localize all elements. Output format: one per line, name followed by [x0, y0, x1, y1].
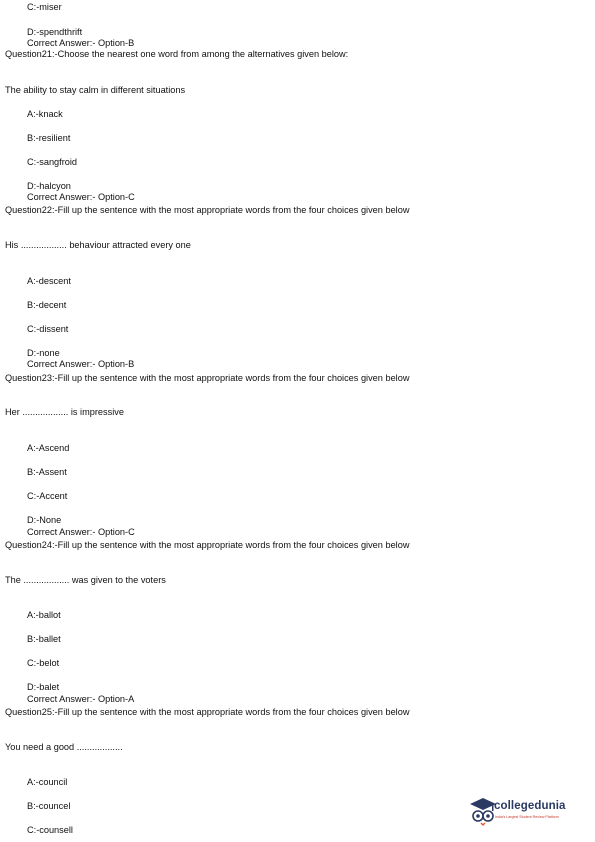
q22-option-b: B:-decent: [27, 300, 67, 310]
correct-answer-q23: Correct Answer:- Option-C: [27, 527, 135, 537]
logo-wordmark: collegedunia: [494, 800, 566, 812]
q22-option-c: C:-dissent: [27, 324, 69, 334]
q21-option-d: D:-halcyon: [27, 181, 71, 191]
question-23-stem: Her .................. is impressive: [5, 407, 124, 417]
q25-option-b: B:-councel: [27, 801, 71, 811]
q24-option-c: C:-belot: [27, 658, 60, 668]
question-22: Question22:-Fill up the sentence with the most appropriate words from the four choices given below: [5, 205, 410, 215]
correct-answer-q20: Correct Answer:- Option-B: [27, 38, 135, 48]
correct-answer-q22: Correct Answer:- Option-B: [27, 359, 135, 369]
q22-option-d: D:-none: [27, 348, 60, 358]
correct-answer-q21: Correct Answer:- Option-C: [27, 192, 135, 202]
q23-option-d: D:-None: [27, 515, 62, 525]
q24-option-d: D:-balet: [27, 682, 60, 692]
question-21-stem: The ability to stay calm in different situations: [5, 85, 186, 95]
option-d-spendthrift: D:-spendthrift: [27, 27, 83, 37]
q22-option-a: A:-descent: [27, 276, 71, 286]
correct-answer-q24: Correct Answer:- Option-A: [27, 694, 135, 704]
question-25: Question25:-Fill up the sentence with the most appropriate words from the four choices given below: [5, 707, 410, 717]
q21-option-b: B:-resilient: [27, 133, 71, 143]
q21-option-c: C:-sangfroid: [27, 157, 78, 167]
q24-option-a: A:-ballot: [27, 610, 61, 620]
question-25-stem: You need a good ..................: [5, 742, 123, 752]
question-22-stem: His .................. behaviour attracted every one: [5, 240, 191, 250]
question-24-stem: The .................. was given to the voters: [5, 575, 166, 585]
q23-option-a: A:-Ascend: [27, 443, 70, 453]
question-21: Question21:-Choose the nearest one word from among the alternatives given below:: [5, 49, 349, 59]
collegedunia-logo: [468, 796, 588, 826]
q23-option-c: C:-Accent: [27, 491, 68, 501]
q25-option-a: A:-council: [27, 777, 68, 787]
q23-option-b: B:-Assent: [27, 467, 67, 477]
q25-option-c: C:-counsell: [27, 825, 73, 835]
option-c-miser: C:-miser: [27, 2, 62, 12]
question-23: Question23:-Fill up the sentence with the most appropriate words from the four choices given below: [5, 373, 410, 383]
q24-option-b: B:-ballet: [27, 634, 61, 644]
q21-option-a: A:-knack: [27, 109, 63, 119]
logo-tagline: India's Largest Student Review Platform: [495, 815, 559, 819]
question-24: Question24:-Fill up the sentence with the most appropriate words from the four choices given below: [5, 540, 410, 550]
